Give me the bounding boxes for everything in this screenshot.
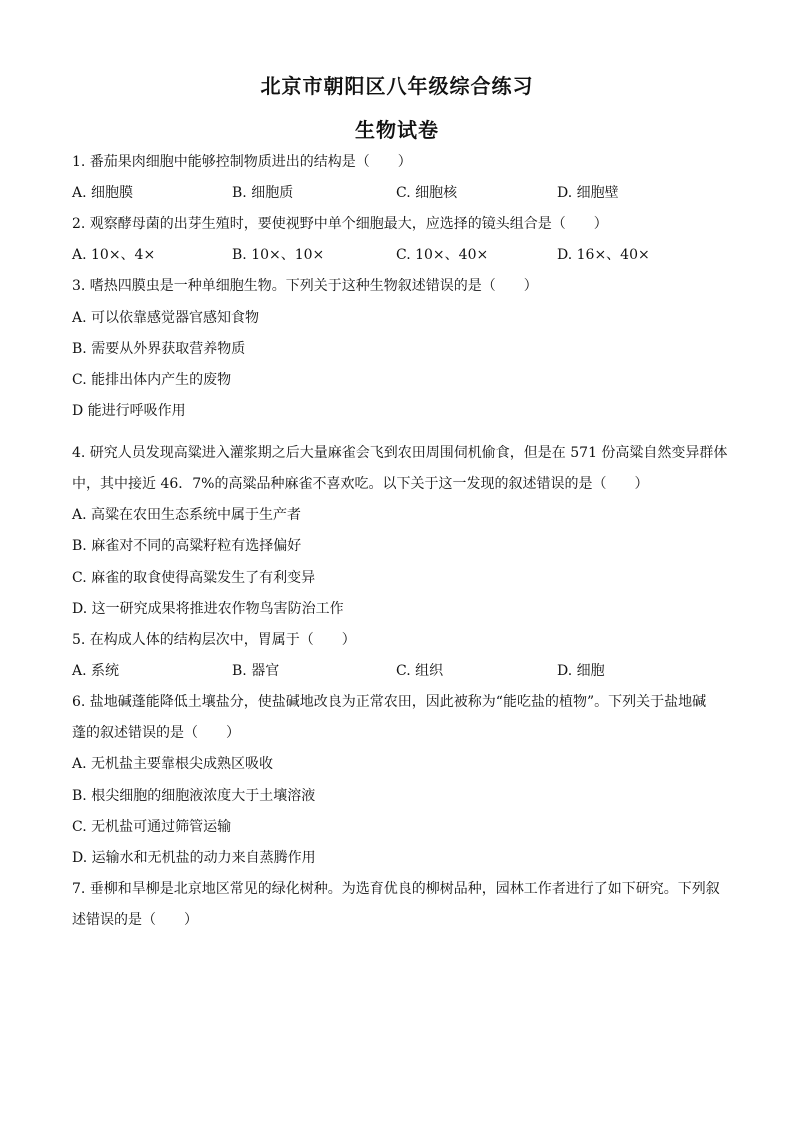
question-2-option-a: A. 10×、4× [72, 247, 156, 263]
question-2-option-d: D. 16×、40× [557, 247, 650, 263]
question-3-option-b: B. 需要从外界获取营养物质 [72, 341, 246, 357]
question-6-option-b: B. 根尖细胞的细胞液浓度大于土壤溶液 [72, 788, 316, 804]
question-4-stem-line-1: 4. 研究人员发现高粱进入灌浆期之后大量麻雀会飞到农田周围伺机偷食，但是在 571 份高粱自然变异群体 [72, 445, 728, 461]
page-title: 北京市朝阳区八年级综合练习 [260, 74, 534, 98]
question-3-option-c: C. 能排出体内产生的废物 [72, 372, 232, 388]
question-1-option-c: C. 细胞核 [396, 185, 458, 201]
question-5-option-a: A. 系统 [72, 663, 120, 679]
question-1-option-b: B. 细胞质 [232, 185, 294, 201]
question-4-option-b: B. 麻雀对不同的高粱籽粒有选择偏好 [72, 538, 302, 554]
question-4-option-c: C. 麻雀的取食使得高粱发生了有利变异 [72, 570, 316, 586]
question-1-option-a: A. 细胞膜 [72, 185, 134, 201]
question-5-option-c: C. 组织 [396, 663, 444, 679]
question-7-stem-line-2: 述错误的是（ ） [72, 912, 198, 928]
question-1-option-d: D. 细胞壁 [557, 185, 619, 201]
question-2-stem: 2. 观察酵母菌的出芽生殖时，要使视野中单个细胞最大，应选择的镜头组合是（ ） [72, 216, 608, 232]
question-4-option-a: A. 高粱在农田生态系统中属于生产者 [72, 507, 302, 523]
question-5-option-b: B. 器官 [232, 663, 280, 679]
question-7-stem-line-1: 7. 垂柳和旱柳是北京地区常见的绿化树种。为选育优良的柳树品种，园林工作者进行了如下研究。下列叙 [72, 881, 720, 897]
question-5-stem: 5. 在构成人体的结构层次中，胃属于（ ） [72, 632, 356, 648]
question-3-option-d: D 能进行呼吸作用 [72, 403, 186, 419]
question-2-option-c: C. 10×、40× [396, 247, 489, 263]
page-subtitle: 生物试卷 [355, 118, 439, 142]
question-6-option-d: D. 运输水和无机盐的动力来自蒸腾作用 [72, 850, 316, 866]
question-6-stem-line-2: 蓬的叙述错误的是（ ） [72, 725, 240, 741]
question-4-stem-line-2: 中，其中接近 46．7%的高粱品种麻雀不喜欢吃。以下关于这一发现的叙述错误的是（ ） [72, 476, 649, 492]
question-6-option-a: A. 无机盐主要靠根尖成熟区吸收 [72, 756, 274, 772]
question-3-option-a: A. 可以依靠感觉器官感知食物 [72, 310, 260, 326]
question-6-stem-line-1: 6. 盐地碱蓬能降低土壤盐分，使盐碱地改良为正常农田，因此被称为“能吃盐的植物”。下列关于盐地碱 [72, 694, 707, 710]
question-3-stem: 3. 嗜热四膜虫是一种单细胞生物。下列关于这种生物叙述错误的是（ ） [72, 278, 538, 294]
question-5-option-d: D. 细胞 [557, 663, 605, 679]
question-4-option-d: D. 这一研究成果将推进农作物鸟害防治工作 [72, 601, 344, 617]
question-2-option-b: B. 10×、10× [232, 247, 325, 263]
question-1-stem: 1. 番茄果肉细胞中能够控制物质进出的结构是（ ） [72, 154, 412, 170]
question-6-option-c: C. 无机盐可通过筛管运输 [72, 819, 232, 835]
